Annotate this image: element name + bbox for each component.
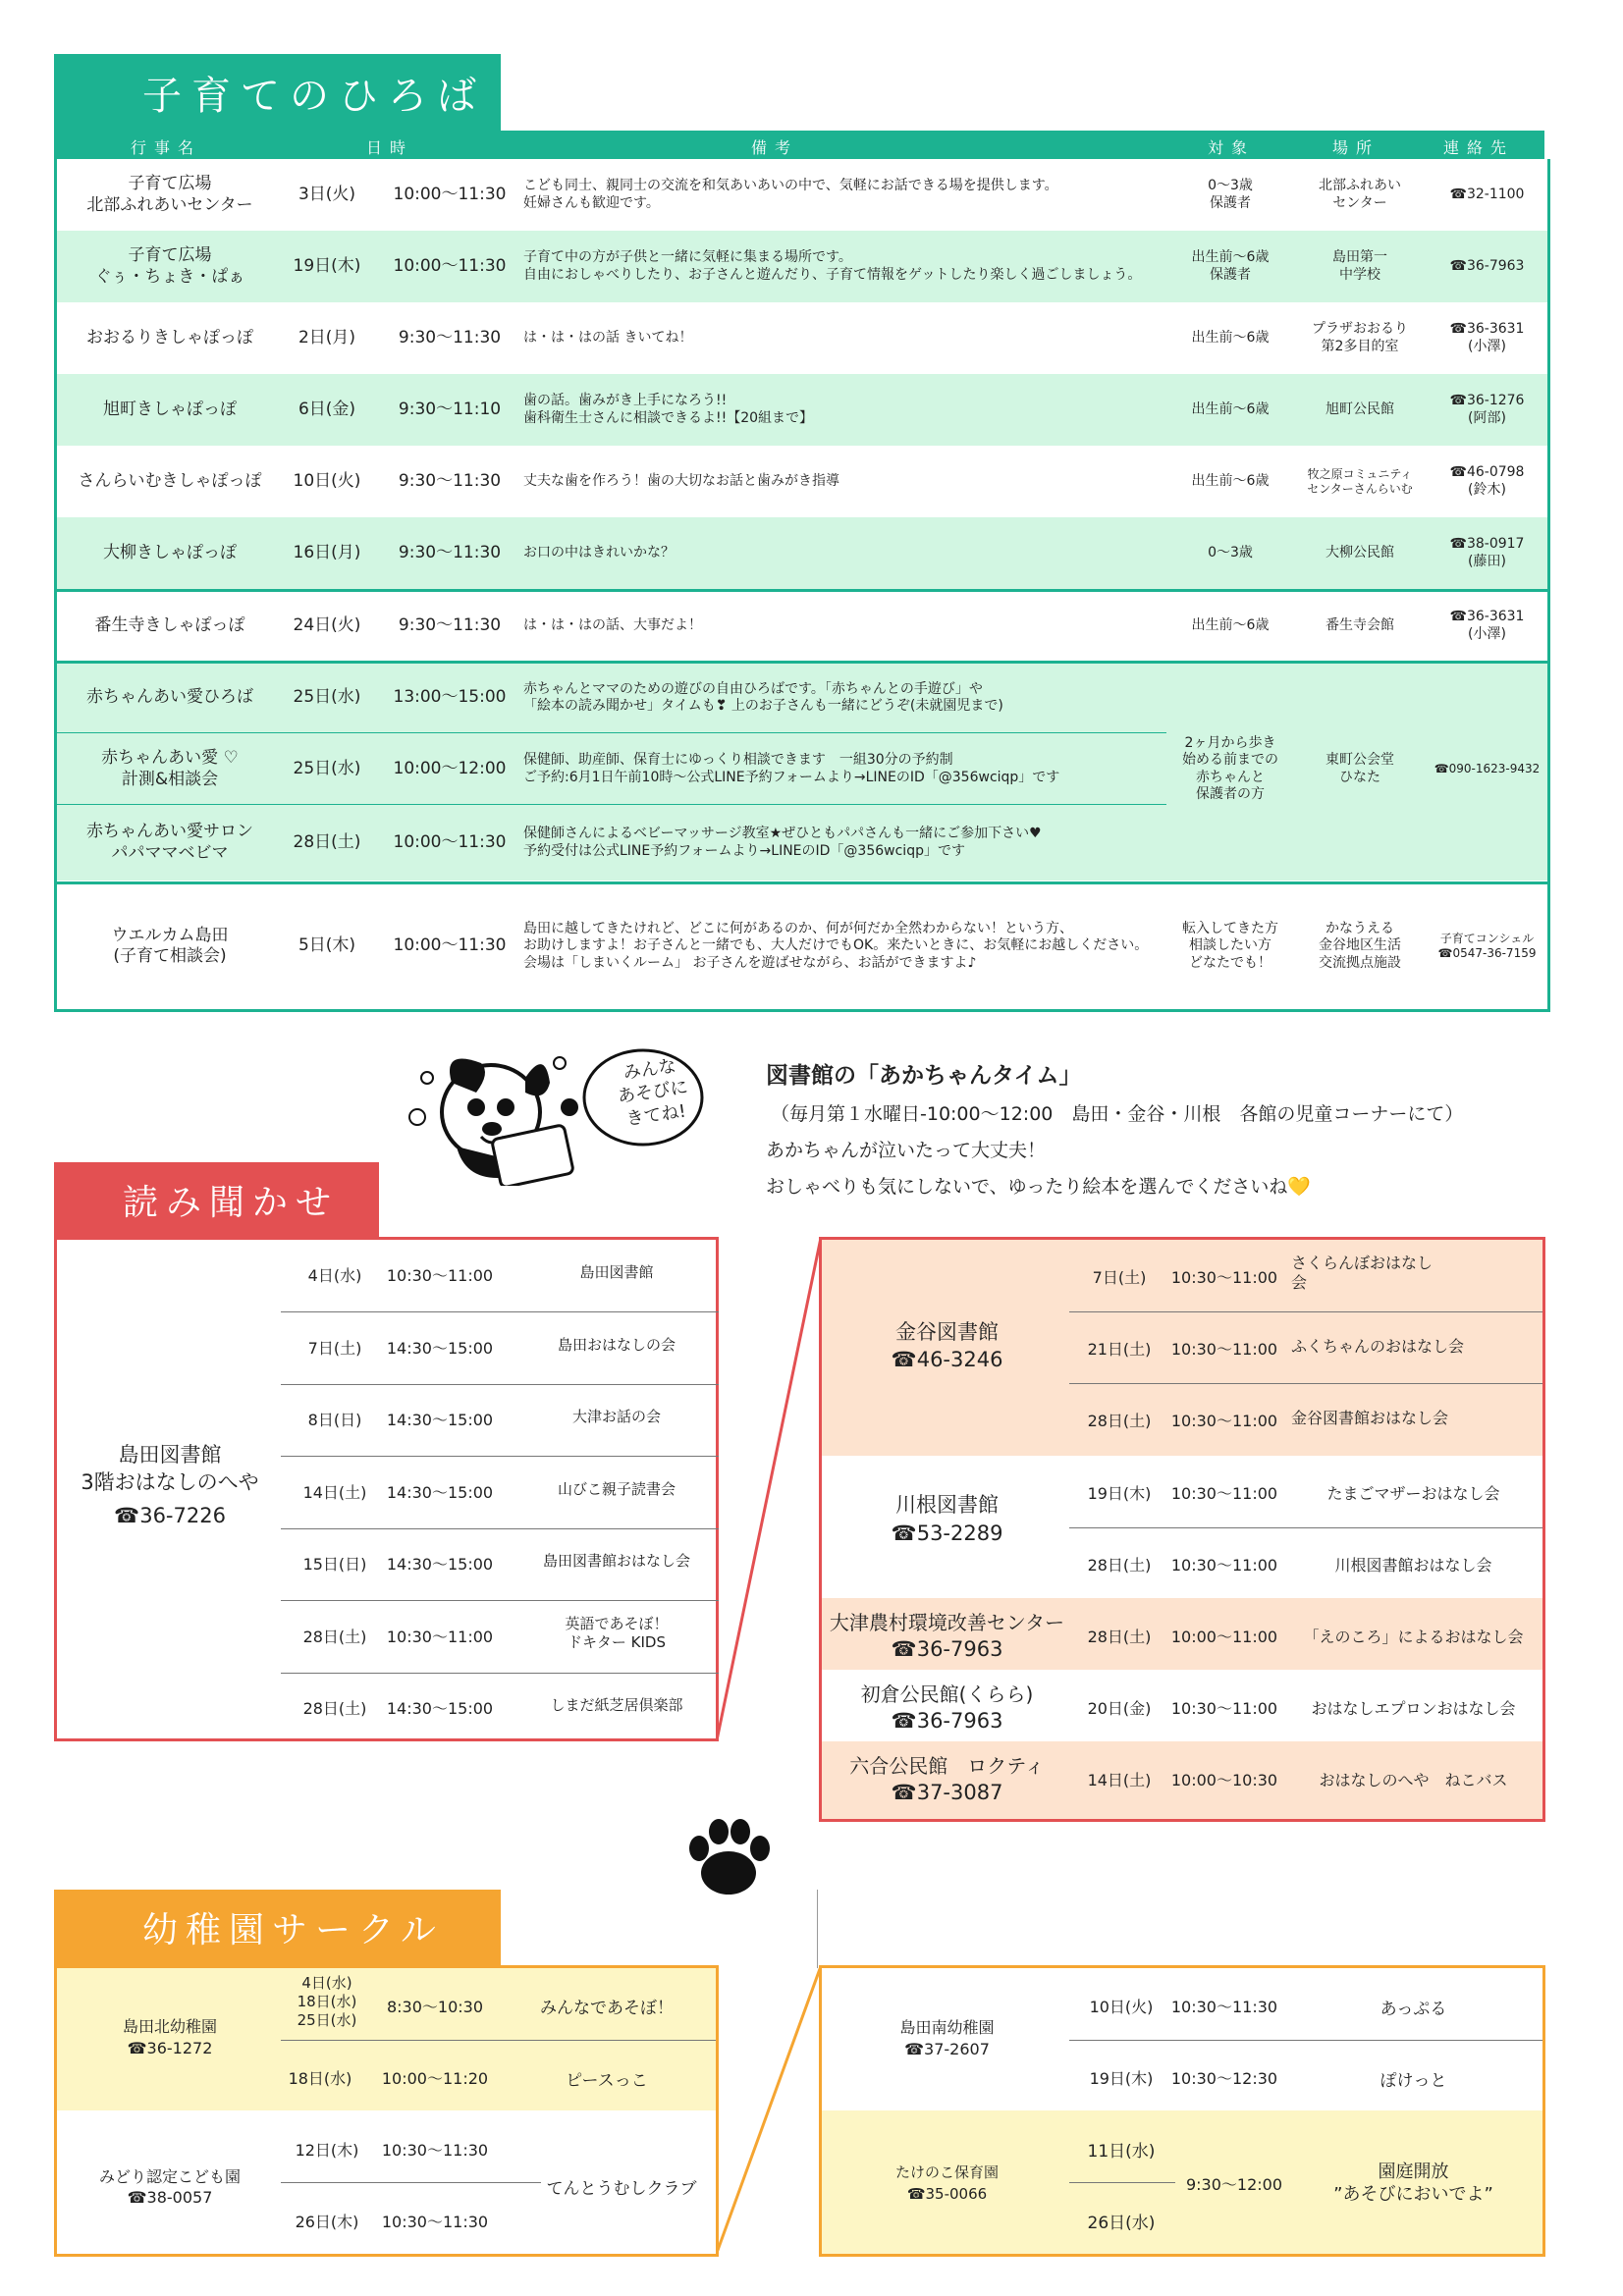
circle-day: 12日(木)	[295, 2141, 359, 2160]
reading-time: 14:30～15:00	[386, 1411, 494, 1429]
reading-day: 28日(土)	[1087, 1412, 1152, 1430]
reading-day: 7日(土)	[1092, 1268, 1147, 1287]
event-notes: は・は・はの話 きいてね！	[523, 329, 693, 346]
reading-time: 10:00～11:00	[1170, 1628, 1278, 1646]
shimada-library-box	[54, 1237, 719, 1741]
circle-day: 11日(水)	[1087, 2142, 1156, 2162]
divider	[57, 804, 1166, 805]
reading-time: 14:30～15:00	[386, 1699, 494, 1718]
reading-day: 28日(土)	[302, 1699, 367, 1718]
row-divider	[281, 2040, 716, 2041]
circle-event: 園庭開放 ”あそびにおいでよ”	[1333, 2162, 1493, 2206]
event-time: 10:00～11:30	[393, 184, 507, 204]
event-place: 牧之原コミュニティ センターさんらいむ	[1307, 466, 1413, 496]
circle-time: 10:30～11:30	[381, 2213, 489, 2231]
event-name: 旭町きしゃぽっぽ	[103, 399, 237, 419]
event-contact: ☎36-7963	[1449, 257, 1525, 274]
event-notes: 保健師さんによるベビーマッサージ教室★ぜひともパパさんも一緒にご参加下さい♥ 予約受付は公式LINE予約フォームより→LINEのID「@356wciqp」です	[523, 826, 1042, 859]
reading-event: しまだ紙芝居倶楽部	[550, 1696, 683, 1714]
event-day: 10日(火)	[293, 470, 361, 491]
event-target: 0～3歳	[1208, 544, 1253, 561]
circle-time: 10:30～11:30	[1170, 1998, 1278, 2016]
reading-time: 10:00～10:30	[1170, 1771, 1278, 1789]
event-name: さんらいむきしゃぽっぽ	[78, 470, 262, 491]
kawane-library-name: 川根図書館	[895, 1493, 999, 1517]
event-contact: ☎36-1276 (阿部)	[1449, 393, 1525, 426]
circle-time: 8:30～10:30	[386, 1998, 484, 2016]
circle-day: 26日(水)	[1087, 2214, 1156, 2233]
library-schedule: （毎月第１水曜日-10:00～12:00 島田・金谷・川根 各館の児童コーナーにて）	[771, 1103, 1464, 1125]
row-divider	[1069, 1311, 1542, 1312]
reading-time: 14:30～15:00	[386, 1555, 494, 1574]
kita-tel: ☎36-1272	[127, 2039, 213, 2057]
event-target: 出生前～6歳 保護者	[1191, 249, 1270, 283]
paw-icon	[679, 1814, 778, 1902]
akachan-target: 2ヶ月から歩き 始める前までの 赤ちゃんと 保護者の方	[1182, 734, 1278, 802]
circle-event: ピースっこ	[566, 2071, 648, 2091]
venue-name: 六合公民館 ロクティ	[849, 1754, 1045, 1778]
event-target: 出生前～6歳	[1191, 472, 1270, 489]
event-time: 10:00～11:30	[393, 255, 507, 276]
event-time: 9:30～11:30	[398, 542, 502, 562]
row-divider	[281, 1311, 719, 1312]
event-notes: こども同士、親同士の交流を和気あいあいの中で、気軽にお話できる場を提供します。 妊婦さんも歓迎です。	[523, 178, 1058, 211]
reading-event: 金谷図書館おはなし会	[1291, 1409, 1449, 1427]
event-name: おおるりきしゃぽっぽ	[86, 327, 253, 347]
event-day: 25日(水)	[293, 687, 361, 708]
reading-event: さくらんぼおはなし 会	[1291, 1254, 1434, 1292]
other-libraries-box	[819, 1237, 1545, 1822]
kosodate-table	[54, 159, 1550, 1012]
row-divider	[281, 1384, 719, 1385]
event-time: 10:00～11:30	[393, 935, 507, 956]
event-day: 3日(火)	[298, 184, 356, 204]
event-place: 島田第一 中学校	[1332, 249, 1387, 283]
event-contact: ☎36-3631 (小澤)	[1449, 321, 1525, 354]
reading-day: 15日(日)	[302, 1555, 367, 1574]
venue-name: 大津農村環境改善センター	[829, 1611, 1065, 1634]
event-day: 16日(月)	[293, 542, 361, 562]
reading-event: 山びこ親子読書会	[557, 1479, 676, 1498]
event-notes: 保健師、助産師、保育士にゆっくり相談できます 一組30分の予約制 ご予約:6月1日午前10時～公式LINE予約フォームより→LINEのID「@356wciqp」です	[523, 752, 1060, 785]
reading-time: 10:30～11:00	[386, 1266, 494, 1285]
table-row	[57, 517, 1547, 589]
header-contact: 連絡先	[1443, 138, 1515, 157]
table-row	[57, 302, 1547, 374]
event-place: プラザおおるり 第2多目的室	[1312, 321, 1408, 354]
youchien-right-box	[819, 1965, 1545, 2257]
midori-tel: ☎38-0057	[127, 2188, 213, 2207]
row-divider	[1069, 1527, 1542, 1528]
reading-time: 14:30～15:00	[386, 1482, 494, 1502]
divider	[54, 881, 1550, 884]
event-day: 6日(金)	[298, 399, 356, 419]
event-contact: ☎46-0798 (鈴木)	[1449, 464, 1525, 498]
circle-time: 10:30～12:30	[1170, 2069, 1278, 2088]
reading-event: 川根図書館おはなし会	[1334, 1556, 1492, 1575]
reading-time: 10:30～11:00	[1170, 1484, 1278, 1503]
event-notes: は・は・はの話、大事だよ！	[523, 616, 702, 633]
row-divider	[281, 1673, 719, 1674]
event-time: 9:30～11:10	[398, 399, 502, 419]
section-title-yomikikase: 読み聞かせ	[54, 1162, 379, 1237]
event-day: 2日(月)	[298, 327, 356, 347]
midori-name: みどり認定こども園	[98, 2167, 241, 2186]
event-place: 旭町公民館	[1325, 400, 1394, 417]
circle-event: あっぷる	[1380, 2000, 1447, 2019]
row-divider	[281, 1528, 719, 1529]
minami-tel: ☎37-2607	[904, 2040, 990, 2058]
event-place: 大柳公民館	[1325, 544, 1394, 561]
venue-tel: ☎36-7963	[891, 1637, 1003, 1661]
row-divider	[1069, 1383, 1542, 1384]
kawane-library-tel: ☎53-2289	[891, 1522, 1003, 1545]
reading-time: 10:30～11:00	[1170, 1340, 1278, 1359]
row-divider	[281, 1456, 719, 1457]
reading-day: 19日(木)	[1087, 1484, 1152, 1503]
circle-day: 10日(火)	[1089, 1998, 1154, 2016]
kanaya-library-name: 金谷図書館	[895, 1320, 999, 1344]
circle-time: 9:30～12:00	[1185, 2175, 1283, 2194]
reading-day: 4日(水)	[307, 1266, 362, 1285]
connector-lines-orange	[717, 1963, 825, 2258]
event-name: ウエルカム島田 (子育て相談会)	[111, 925, 229, 966]
divider	[57, 732, 1166, 733]
reading-event: 島田図書館おはなし会	[542, 1552, 690, 1570]
venue-tel: ☎37-3087	[891, 1781, 1003, 1804]
event-day: 5日(木)	[298, 935, 356, 956]
reading-event: 島田図書館	[579, 1263, 654, 1281]
divider	[817, 1890, 818, 1968]
event-target: 転入してきた方 相談したい方 どなたでも！	[1182, 920, 1278, 971]
table-row	[57, 883, 1547, 1009]
table-row	[57, 159, 1547, 231]
speech-bubble: みんな あそびに きてね!	[616, 1055, 690, 1130]
reading-time: 14:30～15:00	[386, 1338, 494, 1358]
event-contact: ☎32-1100	[1449, 186, 1525, 202]
table-header	[54, 131, 1544, 159]
shimada-library-tel: ☎36-7226	[114, 1504, 226, 1527]
event-time: 13:00～15:00	[393, 687, 507, 708]
header-date: 日時	[366, 138, 414, 157]
reading-time: 10:30～11:00	[1170, 1699, 1278, 1718]
event-notes: 島田に越してきたけれど、どこに何があるのか、何が何だか全然わからない！という方、 お助けしますよ！お子さんと一緒でも、大人だけでもOK。来たいときに、お気軽にお越しください。 会場は「しまいくルーム」 お子さんを遊ばせながら、お話ができますよ♪	[523, 920, 1149, 971]
event-name: 子育て広場 北部ふれあいセンター	[86, 174, 253, 215]
event-notes: 赤ちゃんとママのための遊びの自由ひろばです。「赤ちゃんとの手遊び」や 「絵本の読み聞かせ」タイムも❣ 上のお子さんも一緒にどうぞ(未就園児まで)	[523, 680, 1003, 714]
reading-day: 28日(土)	[1087, 1556, 1152, 1575]
reading-event: たまごマザーおはなし会	[1326, 1484, 1500, 1503]
event-notes: 歯の話。歯みがき上手になろう!! 歯科衛生士さんに相談できるよ!!【20組まで】	[523, 393, 814, 426]
circle-time: 10:30～11:30	[381, 2141, 489, 2160]
reading-time: 10:30～11:00	[1170, 1556, 1278, 1575]
event-contact: 子育てコンシェル ☎0547-36-7159	[1437, 932, 1537, 960]
event-day: 24日(火)	[293, 614, 361, 635]
header-target: 対象	[1208, 138, 1256, 157]
connector-lines-red	[717, 1235, 825, 1745]
reading-day: 14日(土)	[302, 1482, 367, 1502]
table-row	[57, 589, 1547, 663]
event-time: 10:00～11:30	[393, 831, 507, 852]
event-time: 10:00～12:00	[393, 758, 507, 778]
reading-event: おはなしのへや ねこバス	[1319, 1771, 1508, 1789]
event-target: 出生前～6歳	[1191, 329, 1270, 346]
section-title-youchien: 幼稚園サークル	[54, 1890, 501, 1965]
library-line-3: おしゃべりも気にしないで、ゆったり絵本を選んでくださいね💛	[766, 1176, 1312, 1198]
event-name: 赤ちゃんあい愛 ♡ 計測&相談会	[101, 748, 239, 789]
event-notes: 子育て中の方が子供と一緒に気軽に集まる場所です。 自由におしゃべりしたり、お子さんと遊んだり、子育て情報をゲットしたり楽しく過ごしましょう。	[523, 249, 1142, 283]
reading-time: 10:30～11:00	[1170, 1268, 1278, 1287]
divider	[54, 661, 1550, 664]
event-name: 大柳きしゃぽっぽ	[103, 542, 237, 562]
event-place: 北部ふれあい センター	[1319, 178, 1401, 211]
section-title-kosodate: 子育てのひろば	[54, 54, 501, 131]
venue-tel: ☎36-7963	[891, 1709, 1003, 1733]
event-time: 9:30～11:30	[398, 614, 502, 635]
header-event: 行事名	[131, 138, 202, 157]
divider	[57, 589, 1547, 592]
akachan-place: 東町公会堂 ひなた	[1325, 752, 1394, 785]
event-place: 番生寺会館	[1325, 616, 1394, 633]
reading-day: 14日(土)	[1087, 1771, 1152, 1789]
venue-name: 初倉公民館(くらら)	[860, 1682, 1034, 1706]
reading-day: 28日(土)	[1087, 1628, 1152, 1646]
reading-day: 28日(土)	[302, 1627, 367, 1646]
circle-event: みんなであそぼ！	[540, 1999, 674, 2018]
circle-event: てんとうむしクラブ	[546, 2179, 697, 2199]
event-name: 赤ちゃんあい愛サロン パパママベビマ	[86, 822, 253, 863]
reading-event: 島田おはなしの会	[557, 1335, 676, 1354]
event-time: 9:30～11:30	[398, 327, 502, 347]
reading-day: 8日(日)	[307, 1411, 362, 1429]
reading-event: ふくちゃんのおはなし会	[1291, 1337, 1465, 1356]
reading-day: 20日(金)	[1087, 1699, 1152, 1718]
kanaya-library-tel: ☎46-3246	[891, 1348, 1003, 1371]
circle-day: 26日(木)	[295, 2213, 359, 2231]
reading-time: 10:30～11:00	[1170, 1412, 1278, 1430]
event-target: 出生前～6歳	[1191, 616, 1270, 633]
reading-event: 英語であそぼ！ ドキター KIDS	[565, 1614, 669, 1651]
event-contact: ☎38-0917 (藤田)	[1449, 536, 1525, 569]
header-notes: 備考	[751, 138, 799, 157]
event-day: 25日(水)	[293, 758, 361, 778]
event-name: 赤ちゃんあい愛ひろば	[86, 687, 253, 708]
table-row	[57, 446, 1547, 517]
header-place: 場所	[1332, 138, 1380, 157]
reading-time: 10:30～11:00	[386, 1627, 494, 1646]
event-time: 9:30～11:30	[398, 470, 502, 491]
minami-name: 島田南幼稚園	[899, 2018, 995, 2037]
event-day: 28日(土)	[293, 831, 361, 852]
circle-time: 10:00～11:20	[381, 2069, 489, 2088]
event-target: 出生前～6歳	[1191, 400, 1270, 417]
akachan-contact: ☎090-1623-9432	[1434, 762, 1541, 775]
row-divider	[281, 2182, 541, 2183]
takenoko-name: たけのこ保育園	[894, 2163, 999, 2181]
circle-day: 18日(水)	[288, 2069, 352, 2088]
event-notes: 丈夫な歯を作ろう！歯の大切なお話と歯みがき指導	[523, 472, 839, 489]
circle-days: 4日(水) 18日(水) 25日(水)	[297, 1974, 357, 2029]
event-notes: お口の中はきれいかな？	[523, 544, 675, 561]
event-place: かなうえる 金谷地区生活 交流拠点施設	[1319, 920, 1401, 971]
event-contact: ☎36-3631 (小澤)	[1449, 609, 1525, 642]
circle-event: ぽけっと	[1380, 2071, 1447, 2091]
event-day: 19日(木)	[293, 255, 361, 276]
row-divider	[1069, 2040, 1542, 2041]
library-line-2: あかちゃんが泣いたって大丈夫！	[766, 1140, 1047, 1161]
event-name: 番生寺きしゃぽっぽ	[94, 614, 245, 635]
reading-event: 「えのころ」によるおはなし会	[1303, 1628, 1524, 1646]
circle-day: 19日(木)	[1089, 2069, 1154, 2088]
row-divider	[1069, 2182, 1175, 2183]
library-title: 図書館の「あかちゃんタイム」	[766, 1063, 1082, 1089]
reading-day: 21日(土)	[1087, 1340, 1152, 1359]
row-divider	[281, 1600, 719, 1601]
takenoko-tel: ☎35-0066	[906, 2185, 988, 2203]
reading-event: おはなしエプロンおはなし会	[1311, 1699, 1516, 1718]
event-target: 0～3歳 保護者	[1208, 178, 1253, 211]
table-row	[57, 231, 1547, 302]
reading-day: 7日(土)	[307, 1338, 362, 1358]
table-row	[57, 374, 1547, 446]
youchien-left-box	[54, 1965, 719, 2257]
shimada-library-name: 島田図書館 3階おはなしのへや	[81, 1443, 259, 1495]
event-name: 子育て広場 ぐぅ・ちょき・ぱぁ	[94, 245, 245, 287]
reading-event: 大津お話の会	[571, 1408, 661, 1425]
kita-name: 島田北幼稚園	[122, 2017, 217, 2036]
